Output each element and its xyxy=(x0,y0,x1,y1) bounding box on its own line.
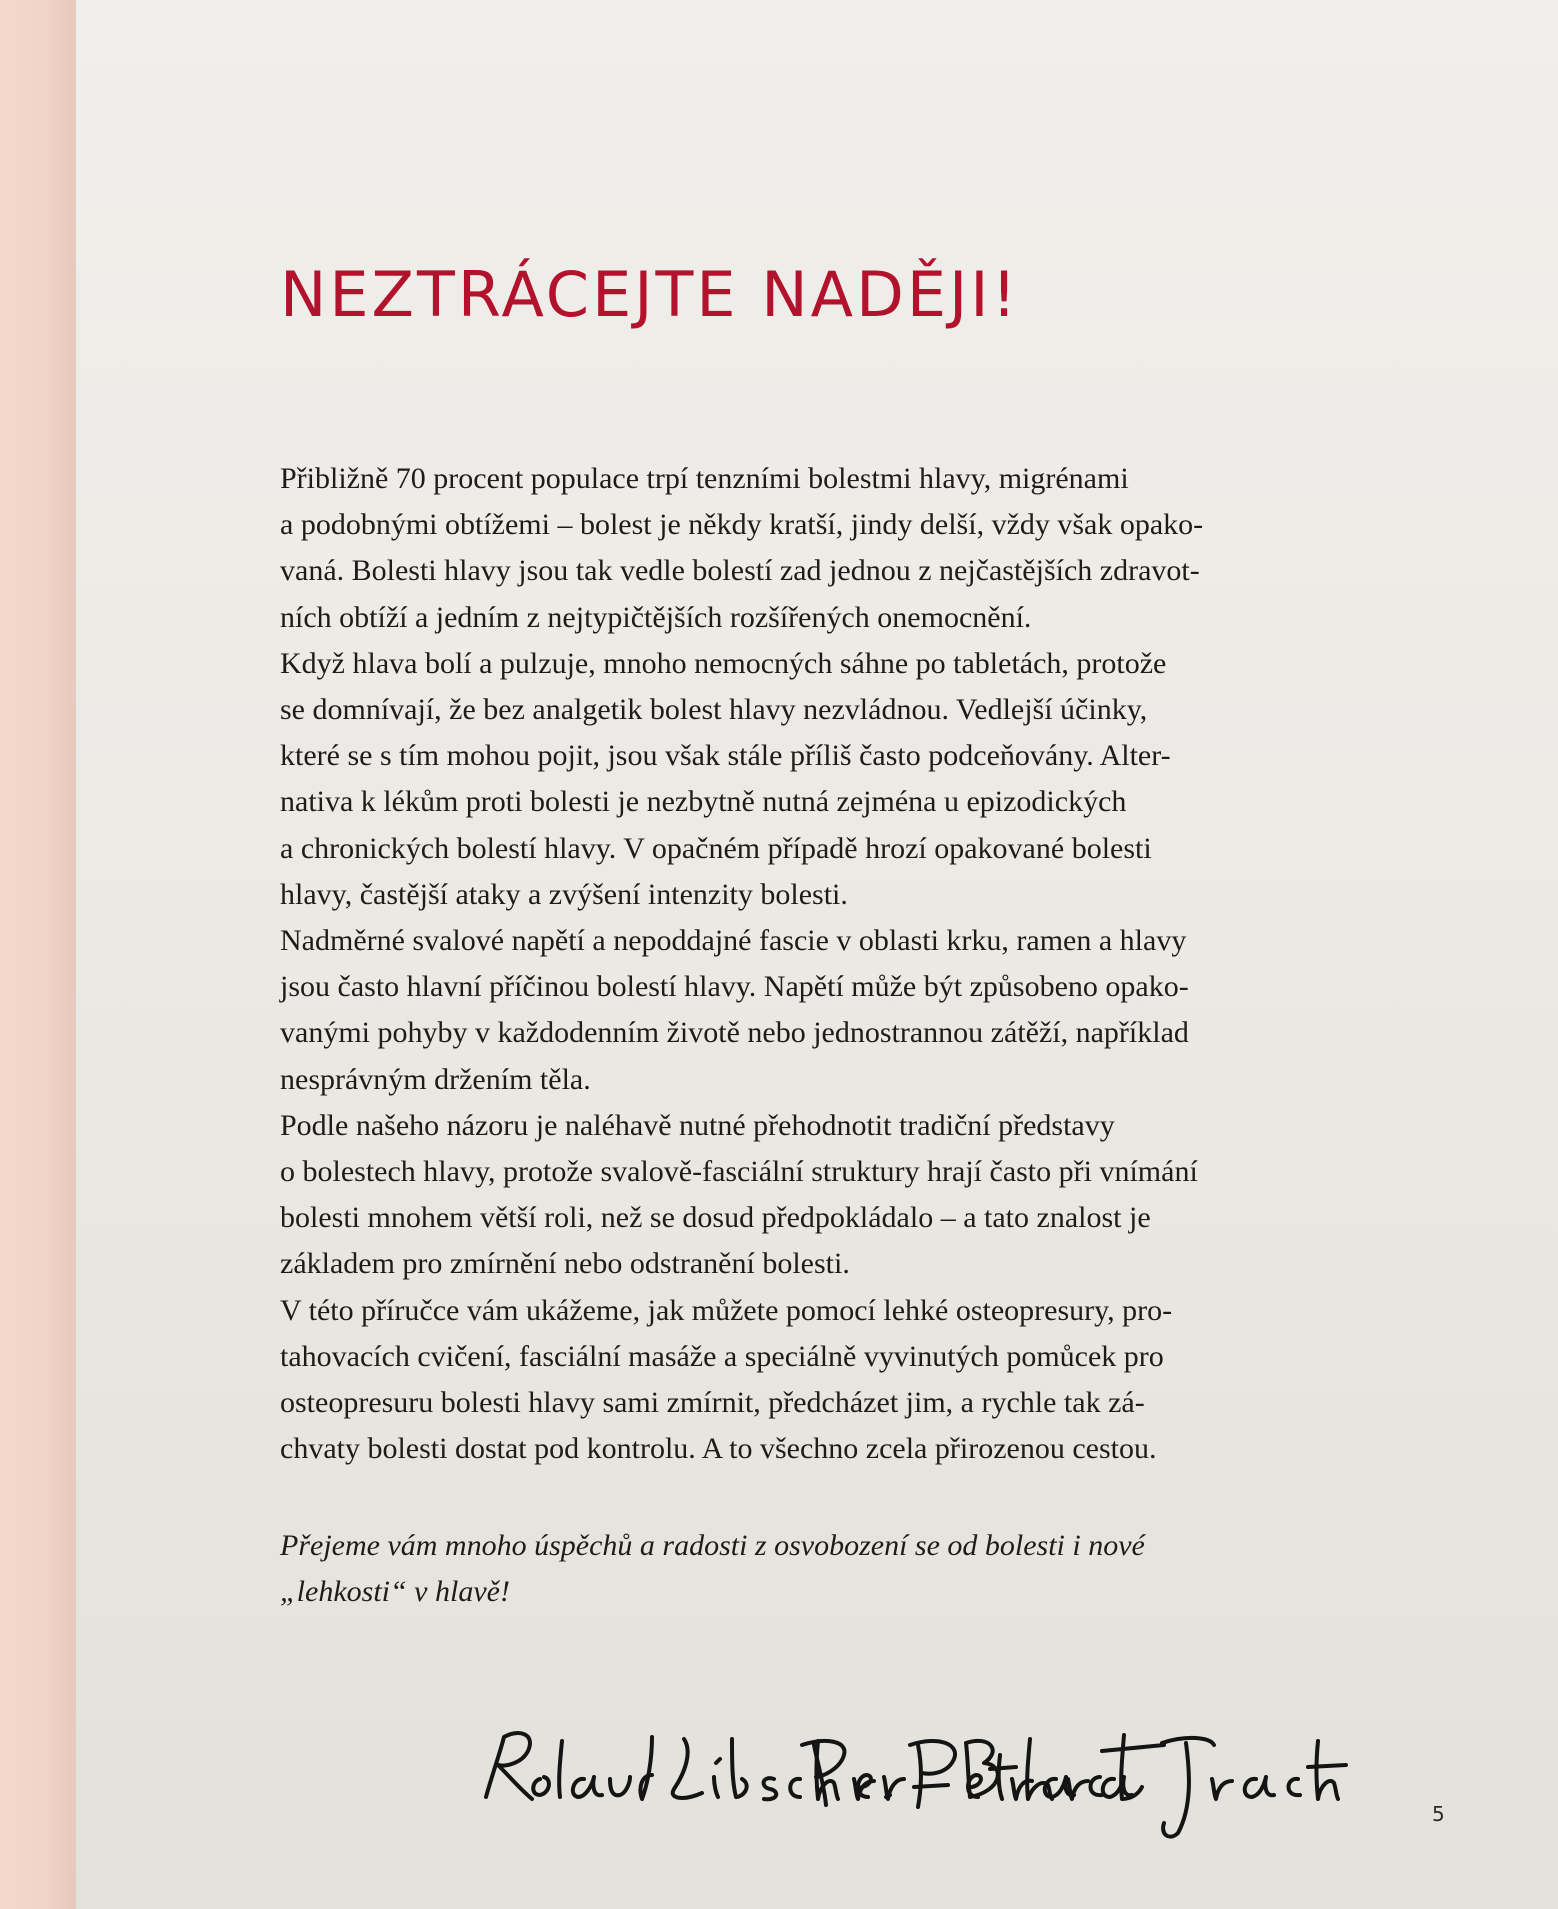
page-heading: NEZTRÁCEJTE NADĚJI! xyxy=(280,258,1020,331)
body-line: Podle našeho názoru je naléhavě nutné přehodnotit tradiční představy xyxy=(280,1108,1115,1142)
signatures-graphic xyxy=(470,1715,1350,1845)
closing-line: „lehkosti“ v hlavě! xyxy=(280,1575,510,1608)
body-line: osteopresuru bolesti hlavy sami zmírnit, předcházet jim, a rychle tak zá- xyxy=(280,1386,1145,1420)
closing-line: Přejeme vám mnoho úspěchů a radosti z osvobození se od bolesti i nové xyxy=(280,1529,1145,1562)
book-spine-edge xyxy=(0,0,76,1909)
author-signatures xyxy=(470,1715,1350,1845)
body-line: hlavy, častější ataky a zvýšení intenzity bolesti. xyxy=(280,877,848,911)
body-line: tahovacích cvičení, fasciální masáže a speciálně vyvinutých pomůcek pro xyxy=(280,1339,1164,1373)
body-line: vanými pohyby v každodenním životě nebo jednostrannou zátěží, například xyxy=(280,1016,1189,1050)
body-text xyxy=(280,456,1340,1472)
body-line: Přibližně 70 procent populace trpí tenzními bolestmi hlavy, migrénami xyxy=(280,462,1129,495)
body-line: jsou často hlavní příčinou bolestí hlavy. Napětí může být způsobeno opako- xyxy=(280,970,1189,1004)
body-line: které se s tím mohou pojit, jsou však stále příliš často podceňovány. Alter- xyxy=(280,739,1171,773)
body-line: nesprávným držením těla. xyxy=(280,1062,591,1096)
body-line: chvaty bolesti dostat pod kontrolu. A to všechno zcela přirozenou cestou. xyxy=(280,1432,1157,1466)
body-line: se domnívají, že bez analgetik bolest hlavy nezvládnou. Vedlejší účinky, xyxy=(280,693,1148,727)
page-number: 5 xyxy=(1432,1802,1445,1826)
body-line: bolesti mnohem větší roli, než se dosud předpokládalo – a tato znalost je xyxy=(280,1201,1151,1235)
body-line: ních obtíží a jedním z nejtypičtějších rozšířených onemocnění. xyxy=(280,600,1032,634)
body-line: a podobnými obtížemi – bolest je někdy kratší, jindy delší, vždy však opako- xyxy=(280,508,1204,542)
body-line: základem pro zmírnění nebo odstranění bolesti. xyxy=(280,1247,850,1281)
body-line: Nadměrné svalové napětí a nepoddajné fascie v oblasti krku, ramen a hlavy xyxy=(280,924,1187,958)
body-line: Když hlava bolí a pulzuje, mnoho nemocných sáhne po tabletách, protože xyxy=(280,646,1167,680)
body-line: vaná. Bolesti hlavy jsou tak vedle bolestí zad jednou z nejčastějších zdravot- xyxy=(280,554,1200,588)
body-line: a chronických bolestí hlavy. V opačném případě hrozí opakované bolesti xyxy=(280,831,1152,865)
body-line: V této příručce vám ukážeme, jak můžete pomocí lehké osteopresury, pro- xyxy=(280,1293,1173,1327)
body-line: o bolestech hlavy, protože svalově-fasciální struktury hrají často při vnímání xyxy=(280,1155,1198,1189)
closing-wish xyxy=(280,1523,1340,1615)
body-line: nativa k lékům proti bolesti je nezbytně nutná zejména u epizodických xyxy=(280,785,1127,819)
